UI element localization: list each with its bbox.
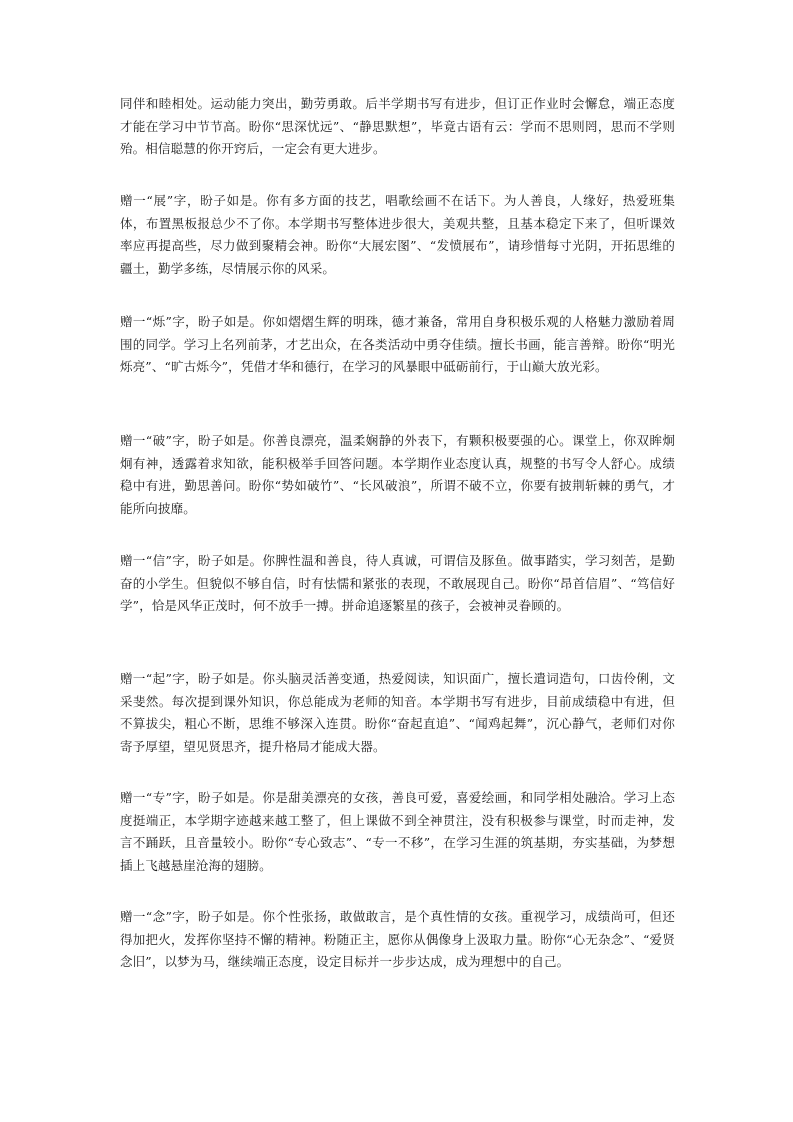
paragraph-po: 赠一“破”字，盼子如是。你善良漂亮，温柔娴静的外表下，有颗积极要强的心。课堂上，你双眸炯炯有神，透露着求知欲，能积极举手回答问题。本学期作业态度认真，规整的书写令人舒心。成绩稳中有进，勤思善问。盼你“势如破竹”、“长风破浪”，所谓不破不立，你要有披荆斩棘的勇气，才能所向披靡。: [120, 433, 675, 516]
paragraph-xin: 赠一“信”字，盼子如是。你脾性温和善良，待人真诚，可谓信及豚鱼。做事踏实，学习刻苦，是勤奋的小学生。但貌似不够自信，时有怯懦和紧张的表现，不敢展现自己。盼你“昂首信眉”、“笃信好学”，恰是风华正茂时，何不放手一搏。拼命追逐繁星的孩子，会被神灵眷顾的。: [120, 553, 675, 613]
paragraph-shuo: 赠一“烁”字，盼子如是。你如熠熠生辉的明珠，德才兼备，常用自身积极乐观的人格魅力激励着周围的同学。学习上名列前茅，才艺出众，在各类活动中勇夺佳绩。擅长书画，能言善辩。盼你“明光烁亮”、“旷古烁今”，凭借才华和德行，在学习的风暴眼中砥砺前行，于山巅大放光彩。: [120, 314, 675, 374]
paragraph-nian: 赠一“念”字，盼子如是。你个性张扬，敢做敢言，是个真性情的女孩。重视学习，成绩尚可，但还得加把火，发挥你坚持不懈的精神。粉随正主，愿你从偶像身上汲取力量。盼你“心无杂念”、“爱贤念旧”，以梦为马，继续端正态度，设定目标并一步步达成，成为理想中的自己。: [120, 909, 675, 969]
paragraph-qi: 赠一“起”字，盼子如是。你头脑灵活善变通，热爱阅读，知识面广，擅长遣词造句，口齿伶俐，文采斐然。每次提到课外知识，你总能成为老师的知音。本学期书写有进步，目前成绩稳中有进，但不算拔尖，粗心不断，思维不够深入连贯。盼你“奋起直追”、“闻鸡起舞”，沉心静气，老师们对你寄予厚望，望见贤思齐，提升格局才能成大器。: [120, 671, 675, 754]
paragraph-intro-continued: 同伴和睦相处。运动能力突出，勤劳勇敢。后半学期书写有进步，但订正作业时会懈怠，端正态度才能在学习中节节高。盼你“思深忧远”、“静思默想”，毕竟古语有云：学而不思则罔，思而不学则殆。相信聪慧的你开窍后，一定会有更大进步。: [120, 96, 675, 156]
paragraph-zhan: 赠一“展”字，盼子如是。你有多方面的技艺，唱歌绘画不在话下。为人善良，人缘好，热爱班集体，布置黑板报总少不了你。本学期书写整体进步很大，美观共整，且基本稳定下来了，但听课效率应再提高些，尽力做到聚精会神。盼你“大展宏图”、“发愤展布”，请珍惜每寸光阴，开拓思维的疆土，勤学多练，尽情展示你的风采。: [120, 193, 675, 276]
paragraph-zhuan: 赠一“专”字，盼子如是。你是甜美漂亮的女孩，善良可爱，喜爱绘画，和同学相处融洽。学习上态度挺端正，本学期字迹越来越工整了，但上课做不到全神贯注，没有积极参与课堂，时而走神，发言不踊跃，且音量较小。盼你“专心致志”、“专一不移”，在学习生涯的筑基期，夯实基础，为梦想插上飞越悬崖沧海的翅膀。: [120, 790, 675, 873]
